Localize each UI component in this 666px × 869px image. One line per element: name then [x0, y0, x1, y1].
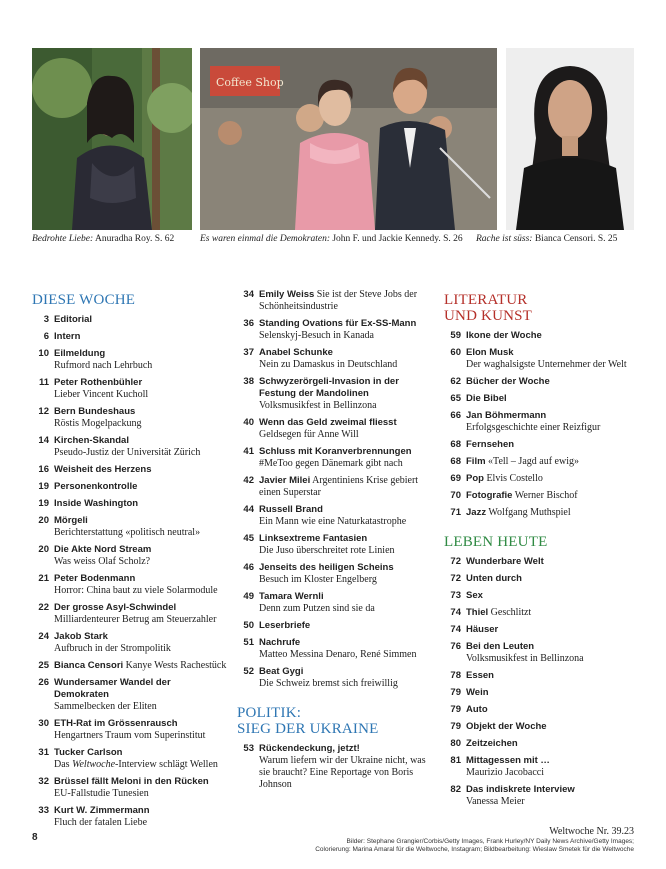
toc-entry[interactable]: [32, 747, 227, 771]
toc-entry[interactable]: [32, 776, 227, 800]
toc-entry[interactable]: [444, 330, 640, 342]
toc-entry[interactable]: [444, 607, 640, 619]
toc-entry[interactable]: [32, 435, 227, 459]
toc-page-number: 79: [450, 704, 461, 715]
toc-page-number: 66: [450, 410, 461, 421]
toc-subtitle: Nein zu Damaskus in Deutschland: [259, 359, 398, 370]
caption-text: Bianca Censori. S. 25: [532, 234, 618, 244]
toc-subtitle: Der waghalsigste Unternehmer der Welt: [466, 359, 627, 370]
toc-page-number: 19: [38, 498, 49, 509]
toc-entry[interactable]: [32, 515, 227, 539]
heading-line: SIEG DER UKRAINE: [237, 721, 379, 737]
toc-page-number: 26: [38, 677, 49, 688]
toc-page-number: 38: [243, 376, 254, 387]
toc-page-number: 52: [243, 666, 254, 677]
toc-entry[interactable]: [32, 805, 227, 829]
toc-entry[interactable]: [237, 318, 435, 342]
toc-entry[interactable]: [32, 544, 227, 568]
toc-inline-text: Kanye Wests Rachestück: [123, 660, 227, 671]
toc-title: Jazz: [466, 507, 487, 518]
heading-line: LITERATUR: [444, 292, 528, 308]
toc-list: [444, 556, 640, 808]
toc-page-number: 10: [38, 348, 49, 359]
toc-page-number: 32: [38, 776, 49, 787]
toc-subtitle: Besuch im Kloster Engelberg: [259, 574, 377, 585]
toc-page-number: 79: [450, 721, 461, 732]
toc-title: Kurt W. Zimmermann: [54, 805, 150, 816]
toc-page-number: 41: [243, 446, 254, 457]
toc-page-number: 37: [243, 347, 254, 358]
heading-line: POLITIK:: [237, 705, 302, 721]
toc-subtitle-em: Weltwoche: [72, 759, 116, 770]
toc-title: Bianca Censori: [54, 660, 124, 671]
page-number: 8: [32, 832, 38, 843]
toc-inline-text: Wolfgang Muthspiel: [486, 507, 571, 518]
toc-entry[interactable]: [444, 490, 640, 502]
toc-inline-text: Geschlitzt: [488, 607, 532, 618]
toc-title: Die Akte Nord Stream: [54, 544, 152, 555]
toc-title: Auto: [466, 704, 488, 715]
toc-page-number: 16: [38, 464, 49, 475]
toc-title: Editorial: [54, 314, 93, 325]
toc-subtitle: Aufbruch in der Strompolitik: [54, 643, 171, 654]
toc-subtitle: [54, 759, 227, 771]
toc-entry[interactable]: [32, 314, 227, 326]
toc-page-number: 73: [450, 590, 461, 601]
toc-title: Wenn das Geld zweimal fliesst: [259, 417, 397, 428]
toc-entry[interactable]: [237, 417, 435, 441]
toc-title: Jakob Stark: [54, 631, 108, 642]
toc-title: Schwyzerörgeli-Invasion in der Festung der Mandolinen: [259, 376, 399, 399]
toc-entry[interactable]: [32, 573, 227, 597]
toc-inline-text: Elvis Costello: [483, 473, 543, 484]
toc-subtitle: Milliardenteurer Betrug am Steuerzahler: [54, 614, 217, 625]
toc-entry[interactable]: [444, 410, 640, 434]
toc-title: Der grosse Asyl-Schwindel: [54, 602, 177, 613]
toc-subtitle: Warum liefern wir der Ukraine nicht, was sie braucht? Eine Reportage von Boris Johnson: [259, 755, 426, 790]
toc-page-number: 42: [243, 475, 254, 486]
toc-entry[interactable]: [444, 721, 640, 733]
toc-entry[interactable]: [444, 439, 640, 451]
toc-page-number: 20: [38, 515, 49, 526]
toc-page-number: 59: [450, 330, 461, 341]
toc-entry[interactable]: [237, 620, 435, 632]
toc-entry[interactable]: [32, 464, 227, 476]
toc-inline-text: Sie ist der Steve Jobs der Schönheitsindustrie: [259, 289, 418, 312]
toc-entry[interactable]: [237, 533, 435, 557]
toc-subtitle: Geldsegen für Anne Will: [259, 429, 359, 440]
toc-entry[interactable]: [444, 507, 640, 519]
toc-column-diese-woche: [32, 292, 227, 834]
toc-subtitle: Berichterstattung «politisch neutral»: [54, 527, 201, 538]
toc-page-number: 81: [450, 755, 461, 766]
toc-page-number: 36: [243, 318, 254, 329]
toc-page-number: 60: [450, 347, 461, 358]
toc-entry[interactable]: [444, 473, 640, 485]
caption-emphasis: Es waren einmal die Demokraten:: [200, 234, 330, 244]
toc-entry[interactable]: [444, 687, 640, 699]
photo-bianca-censori[interactable]: [506, 48, 634, 230]
photo-caption: [32, 233, 174, 245]
toc-subtitle: EU-Fallstudie Tunesien: [54, 788, 149, 799]
toc-title: Bücher der Woche: [466, 376, 550, 387]
section-heading-leben-heute: LEBEN HEUTE: [444, 534, 548, 550]
toc-title: Pop: [466, 473, 484, 484]
toc-page-number: 65: [450, 393, 461, 404]
toc-entry[interactable]: [32, 481, 227, 493]
toc-title: Linksextreme Fantasien: [259, 533, 368, 544]
toc-page-number: 50: [243, 620, 254, 631]
toc-title: Mörgeli: [54, 515, 88, 526]
toc-page-number: 80: [450, 738, 461, 749]
toc-entry[interactable]: [237, 591, 435, 615]
toc-entry[interactable]: [444, 456, 640, 468]
toc-entry[interactable]: [32, 631, 227, 655]
toc-subtitle: Matteo Messina Denaro, René Simmen: [259, 649, 417, 660]
toc-inline-text: Werner Bischof: [512, 490, 578, 501]
caption-emphasis: Rache ist süss:: [476, 234, 533, 244]
toc-title: Fernsehen: [466, 439, 515, 450]
toc-title: Bei den Leuten: [466, 641, 535, 652]
toc-subtitle: Die Schweiz bremst sich freiwillig: [259, 678, 398, 689]
toc-title: Schluss mit Koranverbrennungen: [259, 446, 412, 457]
toc-page-number: 72: [450, 573, 461, 584]
caption-emphasis: Bedrohte Liebe:: [32, 234, 94, 244]
photo-caption: [476, 233, 617, 245]
toc-page-number: 76: [450, 641, 461, 652]
toc-subtitle: #MeToo gegen Dänemark gibt nach: [259, 458, 403, 469]
toc-title: Weisheit des Herzens: [54, 464, 152, 475]
toc-page-number: 49: [243, 591, 254, 602]
toc-title: Tamara Wernli: [259, 591, 324, 602]
toc-page-number: 11: [38, 377, 49, 388]
toc-page-number: 74: [450, 624, 461, 635]
toc-title: Jan Böhmermann: [466, 410, 547, 421]
toc-page-number: 14: [38, 435, 49, 446]
toc-page-number: 68: [450, 439, 461, 450]
sign-text: Coffee Shop: [216, 76, 284, 89]
photo-caption: [200, 233, 463, 245]
toc-page-number: 34: [243, 289, 254, 300]
toc-page-number: 22: [38, 602, 49, 613]
toc-title: Häuser: [466, 624, 499, 635]
toc-subtitle-post: -Interview schlägt Wellen: [115, 759, 218, 770]
toc-entry[interactable]: [32, 718, 227, 742]
toc-title: Anabel Schunke: [259, 347, 333, 358]
toc-title: Das indiskrete Interview: [466, 784, 575, 795]
toc-page-number: 71: [450, 507, 461, 518]
toc-page-number: 44: [243, 504, 254, 515]
toc-title: Die Bibel: [466, 393, 507, 404]
toc-subtitle: Fluch der fatalen Liebe: [54, 817, 148, 828]
toc-subtitle: Die Juso überschreitet rote Linien: [259, 545, 395, 556]
toc-subtitle: Horror: China baut zu viele Solarmodule: [54, 585, 218, 596]
toc-title: Leserbriefe: [259, 620, 311, 631]
toc-title: Objekt der Woche: [466, 721, 547, 732]
toc-subtitle: Röstis Mogelpackung: [54, 418, 142, 429]
toc-entry[interactable]: [237, 446, 435, 470]
toc-title: Jenseits des heiligen Scheins: [259, 562, 394, 573]
toc-list: [444, 330, 640, 519]
toc-page-number: 19: [38, 481, 49, 492]
toc-page-number: 45: [243, 533, 254, 544]
toc-title: Elon Musk: [466, 347, 514, 358]
toc-entry[interactable]: [444, 784, 640, 808]
toc-entry[interactable]: [444, 590, 640, 602]
toc-title: Wundersamer Wandel der Demokraten: [54, 677, 171, 700]
toc-title: Personenkontrolle: [54, 481, 138, 492]
toc-page-number: 24: [38, 631, 49, 642]
toc-page-number: 33: [38, 805, 49, 816]
toc-page-number: 68: [450, 456, 461, 467]
toc-title: Film: [466, 456, 486, 467]
toc-page-number: 69: [450, 473, 461, 484]
toc-column-literatur: [444, 292, 640, 813]
toc-title: Beat Gygi: [259, 666, 304, 677]
toc-entry[interactable]: [32, 348, 227, 372]
toc-subtitle: Selenskyj-Besuch in Kanada: [259, 330, 374, 341]
toc-entry[interactable]: [237, 562, 435, 586]
toc-title: Unten durch: [466, 573, 522, 584]
toc-entry[interactable]: [237, 475, 435, 499]
footer-credits: [315, 826, 634, 854]
toc-title: Bern Bundeshaus: [54, 406, 136, 417]
toc-title: Kirchen-Skandal: [54, 435, 129, 446]
toc-entry[interactable]: [32, 677, 227, 713]
section-heading: DIESE WOCHE: [32, 292, 136, 308]
toc-subtitle: Denn zum Putzen sind sie da: [259, 603, 375, 614]
toc-title: Peter Rothenbühler: [54, 377, 143, 388]
toc-page-number: 3: [43, 314, 49, 325]
toc-page-number: 78: [450, 670, 461, 681]
toc-page-number: 6: [43, 331, 49, 342]
toc-entry[interactable]: [444, 573, 640, 585]
toc-title: Fotografie: [466, 490, 513, 501]
toc-page-number: 40: [243, 417, 254, 428]
toc-entry[interactable]: [444, 738, 640, 750]
toc-column-middle: [237, 289, 435, 796]
toc-subtitle: Volksmusikfest in Bellinzona: [259, 400, 377, 411]
toc-title: Emily Weiss: [259, 289, 315, 300]
credits-line: Bilder: Stephane Grangier/Corbis/Getty Images, Frank Hurley/NY Daily News Archive/Getty Images;: [346, 838, 634, 845]
toc-page-number: 25: [38, 660, 49, 671]
toc-page-number: 12: [38, 406, 49, 417]
toc-title: Russell Brand: [259, 504, 323, 515]
toc-page-number: 30: [38, 718, 49, 729]
toc-entry[interactable]: [237, 289, 435, 313]
toc-entry[interactable]: [237, 743, 435, 791]
toc-title: Rückendeckung, jetzt!: [259, 743, 360, 754]
heading-line: UND KUNST: [444, 308, 533, 324]
toc-subtitle: Volksmusikfest in Bellinzona: [466, 653, 584, 664]
toc-page-number: 53: [243, 743, 254, 754]
toc-inline-text: «Tell – Jagd auf ewig»: [485, 456, 579, 467]
credits-line: Colorierung: Marina Amaral für die Weltwoche, Instagram; Bildbearbeitung: Wieslaw Smetek für die Weltwoche: [315, 846, 634, 853]
toc-page-number: 31: [38, 747, 49, 758]
toc-entry[interactable]: [32, 602, 227, 626]
toc-title: Intern: [54, 331, 81, 342]
toc-title: Essen: [466, 670, 494, 681]
toc-entry[interactable]: [444, 393, 640, 405]
toc-entry[interactable]: [32, 498, 227, 510]
toc-title: Javier Milei: [259, 475, 311, 486]
toc-page-number: 46: [243, 562, 254, 573]
toc-subtitle: Erfolgsgeschichte einer Reizfigur: [466, 422, 601, 433]
toc-entry[interactable]: [444, 624, 640, 636]
toc-entry[interactable]: [32, 377, 227, 401]
toc-title: Mittagessen mit …: [466, 755, 550, 766]
toc-title: Wunderbare Welt: [466, 556, 544, 567]
photo-kennedy[interactable]: [200, 48, 497, 230]
caption-text: Anuradha Roy. S. 62: [93, 234, 175, 244]
toc-entry[interactable]: [444, 556, 640, 568]
toc-title: Nachrufe: [259, 637, 301, 648]
photo-strip: [32, 48, 634, 230]
section-heading-literatur: [444, 292, 640, 324]
toc-page-number: 79: [450, 687, 461, 698]
toc-subtitle-pre: Das: [54, 759, 73, 770]
toc-page-number: 21: [38, 573, 49, 584]
toc-page-number: 51: [243, 637, 254, 648]
toc-title: Zeitzeichen: [466, 738, 518, 749]
toc-subtitle: Was weiss Olaf Scholz?: [54, 556, 151, 567]
toc-page-number: 72: [450, 556, 461, 567]
photo-anuradha-roy[interactable]: [32, 48, 192, 230]
issue-label: Weltwoche Nr. 39.23: [549, 826, 634, 837]
toc-title: Standing Ovations für Ex-SS-Mann: [259, 318, 417, 329]
toc-title: Inside Washington: [54, 498, 139, 509]
toc-title: Brüssel fällt Meloni in den Rücken: [54, 776, 209, 787]
toc-title: Ikone der Woche: [466, 330, 542, 341]
toc-page-number: 82: [450, 784, 461, 795]
toc-entry[interactable]: [237, 666, 435, 690]
toc-title: ETH-Rat im Grössenrausch: [54, 718, 178, 729]
section-heading-politik: [237, 705, 435, 737]
toc-subtitle: Rufmord nach Lehrbuch: [54, 360, 153, 371]
toc-list: [237, 289, 435, 690]
toc-list: [237, 743, 435, 791]
toc-title: Sex: [466, 590, 483, 601]
toc-entry[interactable]: [444, 704, 640, 716]
toc-page-number: 62: [450, 376, 461, 387]
toc-subtitle: Ein Mann wie eine Naturkatastrophe: [259, 516, 407, 527]
toc-title: Wein: [466, 687, 489, 698]
toc-list: [32, 314, 227, 829]
toc-entry[interactable]: [237, 376, 435, 412]
toc-subtitle: Hengartners Traum vom Superinstitut: [54, 730, 206, 741]
toc-title: Eilmeldung: [54, 348, 106, 359]
toc-subtitle: Lieber Vincent Kucholl: [54, 389, 149, 400]
toc-title: Peter Bodenmann: [54, 573, 136, 584]
toc-entry[interactable]: [444, 347, 640, 371]
toc-entry[interactable]: [237, 504, 435, 528]
toc-page-number: 20: [38, 544, 49, 555]
toc-entry[interactable]: [444, 641, 640, 665]
toc-subtitle: Maurizio Jacobacci: [466, 767, 545, 778]
toc-entry[interactable]: [32, 660, 227, 672]
toc-entry[interactable]: [237, 637, 435, 661]
toc-subtitle: Sammelbecken der Eliten: [54, 701, 157, 712]
caption-text: John F. und Jackie Kennedy. S. 26: [329, 234, 463, 244]
toc-entry[interactable]: [32, 406, 227, 430]
toc-entry[interactable]: [32, 331, 227, 343]
toc-page-number: 74: [450, 607, 461, 618]
toc-page-number: 70: [450, 490, 461, 501]
toc-subtitle: Pseudo-Justiz der Universität Zürich: [54, 447, 201, 458]
toc-title: Tucker Carlson: [54, 747, 123, 758]
toc-inline-text: Argentiniens Krise gebiert einen Superstar: [259, 475, 419, 498]
toc-entry[interactable]: [444, 755, 640, 779]
toc-entry[interactable]: [444, 670, 640, 682]
toc-entry[interactable]: [444, 376, 640, 388]
toc-title: Thiel: [466, 607, 489, 618]
toc-entry[interactable]: [237, 347, 435, 371]
toc-subtitle: Vanessa Meier: [466, 796, 525, 807]
